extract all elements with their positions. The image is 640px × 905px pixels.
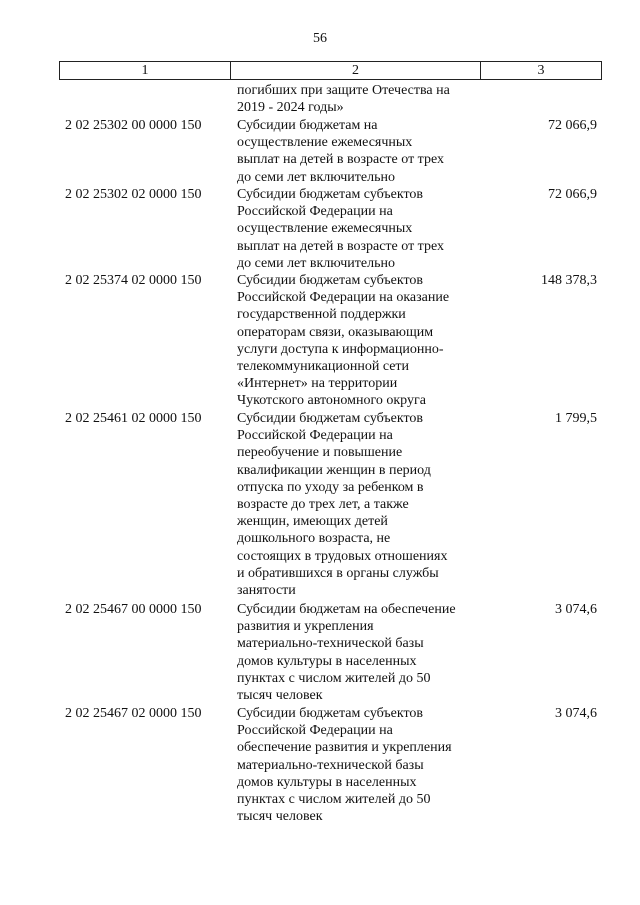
row-code: 2 02 25461 02 0000 150	[65, 411, 202, 426]
row-amount: 3 074,6	[555, 602, 597, 617]
row-description: Субсидии бюджетам субъектов Российской Федерации на переобучение и повышение квалификации женщин в период отпуска по уходу за ребенком в возрасте до трех лет, а также женщин, имеющих детей дошкольного возраста, не состоящих в трудовых отношениях и обратившихся в органы службы занятости	[237, 411, 448, 599]
page-number: 56	[313, 31, 327, 46]
row-description: Субсидии бюджетам субъектов Российской Федерации на осуществление ежемесячных выплат на детей в возрасте от трех до семи лет включительно	[237, 187, 444, 271]
row-amount: 3 074,6	[555, 706, 597, 721]
row-code: 2 02 25467 00 0000 150	[65, 602, 202, 617]
row-amount: 148 378,3	[541, 273, 597, 288]
row-description: Субсидии бюджетам субъектов Российской Федерации на обеспечение развития и укрепления материально-технической базы домов культуры в населенных пунктах с числом жителей до 50 тысяч человек	[237, 706, 452, 825]
table-header-col3: 3	[537, 63, 545, 78]
row-code: 2 02 25467 02 0000 150	[65, 706, 202, 721]
row-description: Субсидии бюджетам субъектов Российской Федерации на оказание государственной поддержки операторам связи, оказывающим услуги доступа к информационно- телекоммуникационной сети «Интернет» на территории Чукотского автономного округа	[237, 273, 450, 409]
row-amount: 72 066,9	[548, 187, 597, 202]
table-header-col1: 1	[60, 62, 231, 79]
row-amount: 1 799,5	[555, 411, 597, 426]
row-code: 2 02 25374 02 0000 150	[65, 273, 202, 288]
row-code: 2 02 25302 00 0000 150	[65, 118, 202, 133]
row-code: 2 02 25302 02 0000 150	[65, 187, 202, 202]
table-header	[59, 61, 602, 80]
table-header-col2: 2	[231, 62, 481, 79]
row-description: Субсидии бюджетам на осуществление ежемесячных выплат на детей в возрасте от трех до семи лет включительно	[237, 118, 444, 185]
row-description: Субсидии бюджетам на обеспечение развития и укрепления материально-технической базы домов культуры в населенных пунктах с числом жителей до 50 тысяч человек	[237, 602, 456, 704]
row-amount: 72 066,9	[548, 118, 597, 133]
continuation-text: погибших при защите Отечества на 2019 - 2024 годы»	[237, 83, 450, 116]
